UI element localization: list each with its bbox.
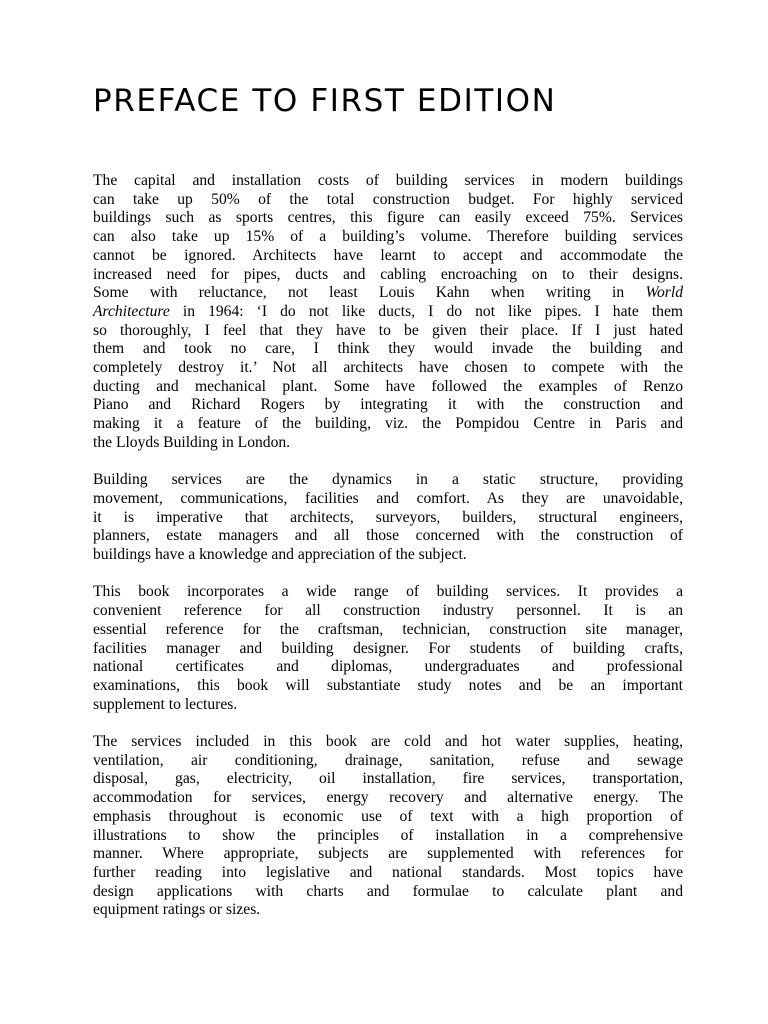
text-line: The capital and installation costs of building services in modern buildings bbox=[93, 172, 683, 189]
text-line: the Lloyds Building in London. bbox=[93, 433, 291, 451]
text-line: disposal, gas, electricity, oil installation, fire services, transportation, bbox=[93, 770, 683, 788]
text-line: it is imperative that architects, surveyors, builders, structural engineers, bbox=[93, 508, 683, 526]
text-line: equipment ratings or sizes. bbox=[93, 901, 261, 919]
text-line: manner. Where appropriate, subjects are supplemented with references for bbox=[93, 845, 683, 863]
paragraph-4 bbox=[93, 733, 683, 920]
text-line: further reading into legislative and national standards. Most topics have bbox=[93, 863, 683, 881]
text-line: The services included in this book are cold and hot water supplies, heating, bbox=[93, 733, 683, 751]
page-title: PREFACE TO FIRST EDITION bbox=[93, 83, 557, 119]
paragraph-1 bbox=[93, 172, 683, 453]
text-line: emphasis throughout is economic use of text with a high proportion of bbox=[93, 807, 683, 825]
text-line: movement, communications, facilities and comfort. As they are unavoidable, bbox=[93, 489, 683, 507]
text-line: ducting and mechanical plant. Some have followed the examples of Renzo bbox=[93, 377, 683, 395]
text-line-with-italic bbox=[93, 303, 683, 322]
text-line: Piano and Richard Rogers by integrating it with the construction and bbox=[93, 396, 683, 414]
text-line: illustrations to show the principles of installation in a comprehensive bbox=[93, 826, 683, 844]
text-line: accommodation for services, energy recovery and alternative energy. The bbox=[93, 789, 683, 807]
paragraph-3 bbox=[93, 583, 683, 714]
text-line: increased need for pipes, ducts and cabling encroaching on to their designs. bbox=[93, 265, 683, 283]
text-line: them and took no care, I think they would invade the building and bbox=[93, 340, 683, 358]
text-line: examinations, this book will substantiate study notes and be an important bbox=[93, 676, 683, 694]
text-line: design applications with charts and formulae to calculate plant and bbox=[93, 882, 683, 900]
text-line: planners, estate managers and all those concerned with the construction of bbox=[93, 527, 683, 545]
text-line: convenient reference for all construction industry personnel. It is an bbox=[93, 602, 683, 620]
text-line: buildings such as sports centres, this figure can easily exceed 75%. Services bbox=[93, 209, 683, 227]
text-line: Building services are the dynamics in a static structure, providing bbox=[93, 471, 683, 489]
text-segment: in 1964: ‘I do not like ducts, I do not like pipes. I hate them bbox=[169, 302, 683, 320]
paragraph-2 bbox=[93, 471, 683, 565]
text-line: making it a feature of the building, viz. the Pompidou Centre in Paris and bbox=[93, 415, 683, 433]
text-line: facilities manager and building designer. For students of building crafts, bbox=[93, 639, 683, 657]
italic-title-word: World bbox=[645, 284, 683, 302]
text-line-with-italic bbox=[93, 284, 683, 303]
text-line: ventilation, air conditioning, drainage, sanitation, refuse and sewage bbox=[93, 751, 683, 769]
text-line: so thoroughly, I feel that they have to be given their place. If I just hated bbox=[93, 321, 683, 339]
text-line: essential reference for the craftsman, technician, construction site manager, bbox=[93, 620, 683, 638]
body-text bbox=[93, 172, 683, 939]
text-line: can take up 50% of the total construction budget. For highly serviced bbox=[93, 190, 683, 208]
text-line: can also take up 15% of a building’s volume. Therefore building services bbox=[93, 228, 683, 246]
text-line: This book incorporates a wide range of building services. It provides a bbox=[93, 583, 683, 601]
text-line: cannot be ignored. Architects have learnt to accept and accommodate the bbox=[93, 246, 683, 264]
text-line: national certificates and diplomas, undergraduates and professional bbox=[93, 658, 683, 676]
text-line: supplement to lectures. bbox=[93, 695, 238, 713]
text-segment: Some with reluctance, not least Louis Kahn when writing in bbox=[93, 284, 646, 302]
text-line: buildings have a knowledge and appreciation of the subject. bbox=[93, 546, 467, 564]
text-line: completely destroy it.’ Not all architects have chosen to compete with the bbox=[93, 359, 683, 377]
italic-title-word: Architecture bbox=[93, 302, 170, 320]
